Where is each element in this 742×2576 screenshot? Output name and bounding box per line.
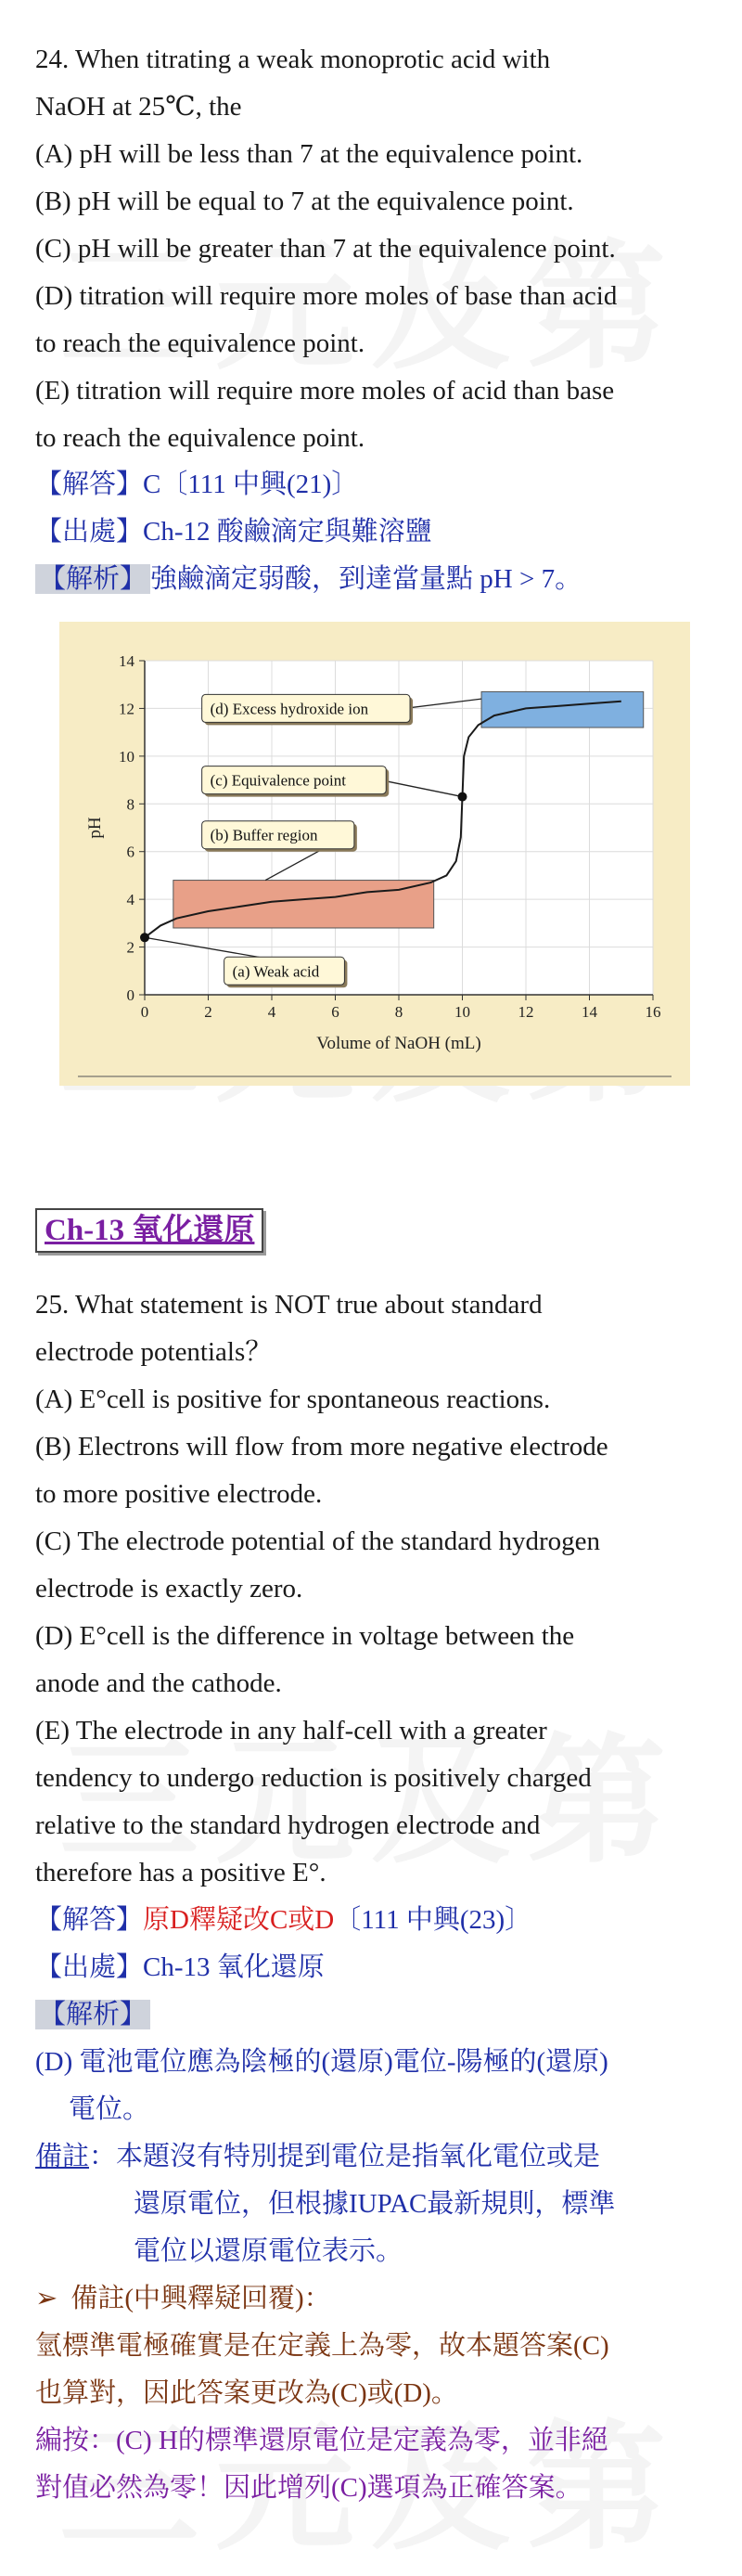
answer-text: C〔111 中興(21)〕 [143, 470, 359, 499]
q25-analysis-line: 電位。 [69, 2094, 150, 2124]
q25-option-a: (A) E°cell is positive for spontaneous reactions. [35, 1385, 551, 1414]
q24-line: 24. When titrating a weak monoprotic acid with [35, 45, 551, 74]
q25-analysis-label-line [35, 1996, 150, 2033]
q25-option-e-cont: therefore has a positive E°. [35, 1858, 326, 1887]
q25-remark [35, 2280, 331, 2317]
titration-chart [59, 622, 690, 1086]
q24-option-e: (E) titration will require more moles of acid than base [35, 376, 615, 406]
q24-option-e-cont: to reach the equivalence point. [35, 423, 365, 453]
y-axis-label: pH [85, 817, 105, 839]
callout-label: (b) Buffer region [210, 826, 318, 844]
x-tick-label: 8 [394, 1003, 403, 1021]
q25-source [35, 1949, 325, 1986]
q24-answer [35, 466, 358, 503]
q25-option-c: (C) The electrode potential of the standard hydrogen [35, 1526, 601, 1556]
y-tick-label: 12 [119, 700, 134, 718]
q25-option-b: (B) Electrons will flow from more negative electrode [35, 1432, 608, 1462]
x-tick-label: 0 [140, 1003, 149, 1021]
q25-editor-note: 編按：(C) H的標準還原電位是定義為零，並非絕 [35, 2426, 608, 2455]
q25-option-d-cont: anode and the cathode. [35, 1668, 282, 1698]
titration-chart-svg [59, 622, 690, 1086]
q24-analysis [35, 560, 582, 598]
shaded-region [481, 691, 644, 728]
q25-note [35, 2138, 600, 2175]
callout-label: (a) Weak acid [232, 962, 320, 981]
x-tick-label: 14 [582, 1003, 597, 1021]
q25-editor-note: 對值必然為零！因此增列(C)選項為正確答案。 [35, 2473, 582, 2503]
data-point [140, 933, 149, 942]
x-tick-label: 10 [454, 1003, 470, 1021]
q25-answer [35, 1901, 531, 1938]
x-tick-label: 16 [645, 1003, 661, 1021]
q25-note-line: 還原電位，但根據IUPAC最新規則，標準 [134, 2189, 616, 2219]
q25-line: electrode potentials？ [35, 1337, 273, 1367]
source-label: 【出處】 [35, 1952, 144, 1982]
q25-option-c-cont: electrode is exactly zero. [35, 1574, 303, 1604]
q25-analysis-line: (D) 電池電位應為陰極的(還原)電位-陽極的(還原) [35, 2047, 608, 2077]
answer-text-blue: 〔111 中興(23)〕 [334, 1905, 532, 1935]
q25-option-e: (E) The electrode in any half-cell with a greater [35, 1716, 547, 1745]
arrow-bullet-icon: ➢ [35, 2284, 58, 2313]
q24-option-b: (B) pH will be equal to 7 at the equivalence point. [35, 187, 574, 216]
callout-label: (d) Excess hydroxide ion [210, 700, 369, 718]
q24-option-c: (C) pH will be greater than 7 at the equivalence point. [35, 234, 616, 264]
q24-option-d-cont: to reach the equivalence point. [35, 328, 365, 358]
q24-line: NaOH at 25℃, the [35, 92, 242, 122]
data-point [458, 792, 467, 802]
answer-label: 【解答】 [35, 1905, 144, 1935]
q25-option-e-cont: relative to the standard hydrogen electrode and [35, 1810, 541, 1840]
y-tick-label: 0 [126, 986, 134, 1004]
x-tick-label: 12 [518, 1003, 534, 1021]
q25-remark-line: 也算對，因此答案更改為(C)或(D)。 [35, 2378, 458, 2408]
q25-option-e-cont: tendency to undergo reduction is positively charged [35, 1763, 592, 1793]
q25-remark-line: 氫標準電極確實是在定義上為零，故本題答案(C) [35, 2331, 609, 2361]
y-tick-label: 6 [126, 843, 134, 861]
x-axis-label: Volume of NaOH (mL) [316, 1034, 481, 1053]
q25-note-line: 電位以還原電位表示。 [134, 2236, 403, 2266]
x-tick-label: 2 [204, 1003, 212, 1021]
analysis-label: 【解析】 [35, 2000, 150, 2029]
y-tick-label: 2 [126, 938, 134, 957]
analysis-text: 強鹼滴定弱酸，到達當量點 pH > 7。 [150, 564, 582, 594]
q25-line: 25. What statement is NOT true about standard [35, 1290, 543, 1320]
q24-option-a: (A) pH will be less than 7 at the equivalence point. [35, 139, 583, 169]
source-text: Ch-13 氧化還原 [143, 1952, 325, 1982]
analysis-label: 【解析】 [35, 564, 150, 594]
shaded-region [173, 881, 434, 928]
q25-option-d: (D) E°cell is the difference in voltage between the [35, 1621, 575, 1651]
note-label: 備註 [35, 2142, 90, 2171]
y-tick-label: 4 [126, 891, 134, 909]
y-tick-label: 14 [119, 652, 134, 670]
y-tick-label: 10 [119, 747, 134, 766]
answer-text-red: 原D釋疑改C或D [143, 1905, 335, 1935]
answer-label: 【解答】 [35, 470, 144, 499]
source-text: Ch-12 酸鹼滴定與難溶鹽 [143, 517, 432, 547]
q24-option-d: (D) titration will require more moles of base than acid [35, 281, 618, 311]
note-text: ：本題沒有特別提到電位是指氧化電位或是 [89, 2142, 601, 2171]
remark-title: 備註(中興釋疑回覆)： [70, 2284, 331, 2313]
q25-option-b-cont: to more positive electrode. [35, 1479, 323, 1509]
q24-source [35, 513, 432, 550]
source-label: 【出處】 [35, 517, 144, 547]
x-tick-label: 4 [267, 1003, 276, 1021]
callout-label: (c) Equivalence point [210, 771, 346, 790]
y-tick-label: 8 [126, 795, 134, 814]
section-heading: Ch-13 氧化還原 [35, 1208, 263, 1253]
x-tick-label: 6 [331, 1003, 339, 1021]
